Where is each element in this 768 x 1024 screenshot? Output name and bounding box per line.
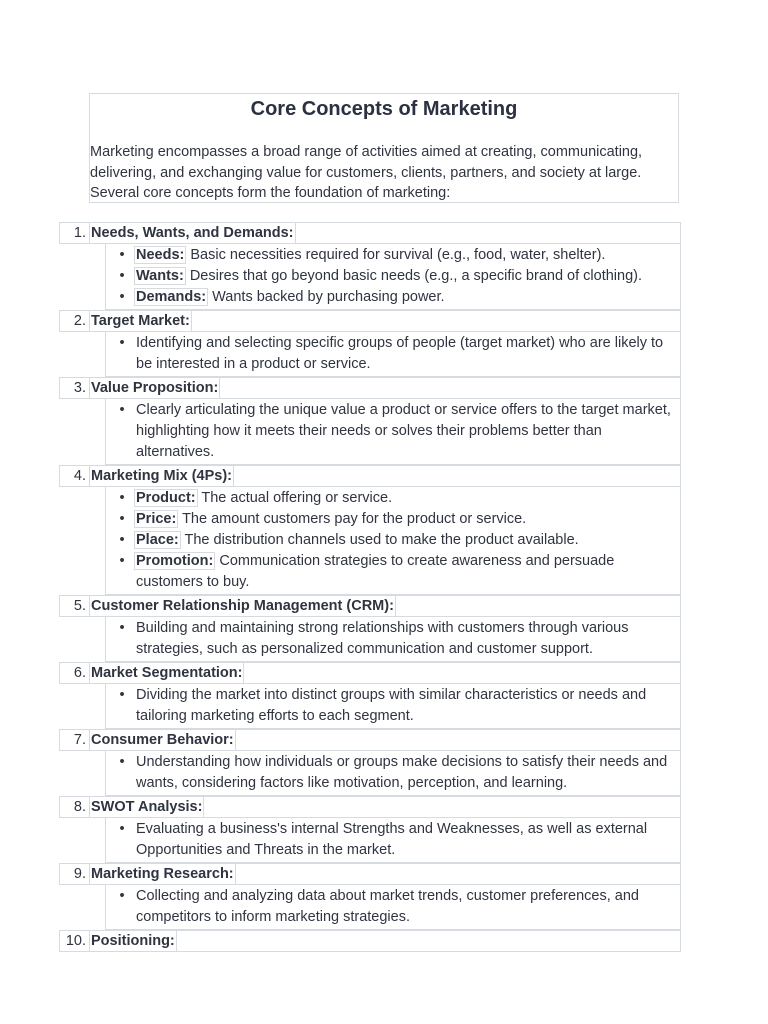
concept-item [59, 595, 681, 617]
bullet-dot-icon: • [119, 335, 125, 351]
bullet-keyword: Needs: [136, 247, 185, 263]
bullet-text: Communication strategies to create awareness and persuade customers to buy. [136, 553, 615, 590]
bullet-keyword: Promotion: [136, 553, 214, 569]
concept-title: Customer Relationship Management (CRM): [91, 598, 394, 614]
concept-heading-cell [89, 930, 681, 952]
bullet-text: Desires that go beyond basic needs (e.g., a specific brand of clothing). [185, 268, 643, 284]
bullet-item [106, 618, 672, 660]
bullet-text: Dividing the market into distinct groups with similar characteristics or needs and tailoring marketing efforts to each segment. [136, 687, 647, 724]
concept-title: Consumer Behavior: [91, 732, 234, 748]
bullet-item [106, 685, 672, 727]
concept-title: Market Segmentation: [91, 665, 243, 681]
bullet-item [106, 400, 672, 463]
bullet-item [106, 287, 672, 308]
page-title: Core Concepts of Marketing [250, 98, 518, 120]
concept-number: 10. [59, 930, 89, 952]
bullet-dot-icon: • [119, 247, 125, 263]
bullet-keyword: Wants: [136, 268, 184, 284]
bullet-keyword: Price: [136, 511, 177, 527]
concept-number: 9. [59, 863, 89, 885]
concept-heading-cell [89, 729, 681, 751]
bullet-text: The distribution channels used to make the product available. [180, 532, 579, 548]
bullet-item [106, 509, 672, 530]
concept-heading-cell [89, 595, 681, 617]
bullet-text: Basic necessities required for survival (e.g., food, water, shelter). [186, 247, 606, 263]
bullet-item [106, 752, 672, 794]
bullet-text: Identifying and selecting specific groups of people (target market) who are likely to be interested in a product or service. [136, 335, 664, 372]
concept-number: 1. [59, 222, 89, 244]
bullet-keyword: Product: [136, 490, 196, 506]
bullet-dot-icon: • [119, 553, 125, 569]
bullet-item [106, 551, 672, 593]
concept-title: Target Market: [91, 313, 190, 329]
concept-number: 3. [59, 377, 89, 399]
concept-item [59, 377, 681, 399]
concept-title: SWOT Analysis: [91, 799, 203, 815]
concept-title: Marketing Mix (4Ps): [91, 468, 232, 484]
bullet-item [106, 819, 672, 861]
concept-title: Positioning: [91, 933, 175, 949]
concept-title: Marketing Research: [91, 866, 234, 882]
concept-heading-cell [89, 310, 681, 332]
concept-details [105, 244, 681, 310]
concept-list [59, 222, 681, 952]
concept-details [105, 684, 681, 729]
bullet-item [106, 488, 672, 509]
concept-item [59, 465, 681, 487]
concept-title: Needs, Wants, and Demands: [91, 225, 294, 241]
concept-item [59, 930, 681, 952]
concept-heading-cell [89, 662, 681, 684]
concept-details [105, 751, 681, 796]
bullet-dot-icon: • [119, 687, 125, 703]
bullet-dot-icon: • [119, 821, 125, 837]
bullet-text: The actual offering or service. [197, 490, 393, 506]
concept-number: 6. [59, 662, 89, 684]
bullet-item [106, 530, 672, 551]
bullet-item [106, 886, 672, 928]
concept-item [59, 662, 681, 684]
bullet-dot-icon: • [119, 268, 125, 284]
concept-heading-cell [89, 863, 681, 885]
concept-details [105, 332, 681, 377]
concept-item [59, 863, 681, 885]
concept-item [59, 222, 681, 244]
bullet-text: Understanding how individuals or groups make decisions to satisfy their needs and wants, considering factors like motivation, perception, and learning. [136, 754, 668, 791]
concept-number: 7. [59, 729, 89, 751]
concept-heading-cell [89, 796, 681, 818]
bullet-text: The amount customers pay for the product or service. [178, 511, 527, 527]
bullet-dot-icon: • [119, 289, 125, 305]
bullet-dot-icon: • [119, 532, 125, 548]
concept-item [59, 796, 681, 818]
bullet-item [106, 266, 672, 287]
bullet-text: Collecting and analyzing data about market trends, customer preferences, and competitors to inform marketing strategies. [136, 888, 639, 925]
concept-details [105, 818, 681, 863]
concept-heading-cell [89, 465, 681, 487]
concept-number: 4. [59, 465, 89, 487]
concept-number: 8. [59, 796, 89, 818]
concept-number: 2. [59, 310, 89, 332]
concept-heading-cell [89, 222, 681, 244]
bullet-dot-icon: • [119, 511, 125, 527]
bullet-item [106, 245, 672, 266]
concept-heading-cell [89, 377, 681, 399]
bullet-keyword: Place: [136, 532, 179, 548]
intro-section [89, 93, 679, 203]
concept-details [105, 885, 681, 930]
bullet-keyword: Demands: [136, 289, 207, 305]
concept-details [105, 399, 681, 465]
bullet-dot-icon: • [119, 620, 125, 636]
bullet-text: Evaluating a business's internal Strengths and Weaknesses, as well as external Opportunities and Threats in the market. [136, 821, 648, 858]
concept-item [59, 310, 681, 332]
bullet-item [106, 333, 672, 375]
bullet-dot-icon: • [119, 402, 125, 418]
concept-details [105, 617, 681, 662]
concept-number: 5. [59, 595, 89, 617]
concept-item [59, 729, 681, 751]
bullet-dot-icon: • [119, 490, 125, 506]
concept-details [105, 487, 681, 595]
concept-title: Value Proposition: [91, 380, 219, 396]
bullet-text: Building and maintaining strong relationships with customers through various strategies, such as personalized communication and customer support. [136, 620, 629, 657]
bullet-text: Clearly articulating the unique value a product or service offers to the target market, highlighting how it meets their needs or solves their problems better than alternatives. [136, 402, 671, 460]
bullet-dot-icon: • [119, 754, 125, 770]
intro-paragraph: Marketing encompasses a broad range of activities aimed at creating, communicating, delivering, and exchanging value for customers, clients, partners, and society at large. Several core concepts form the foundation of marketing: [90, 144, 643, 201]
bullet-dot-icon: • [119, 888, 125, 904]
bullet-text: Wants backed by purchasing power. [208, 289, 445, 305]
